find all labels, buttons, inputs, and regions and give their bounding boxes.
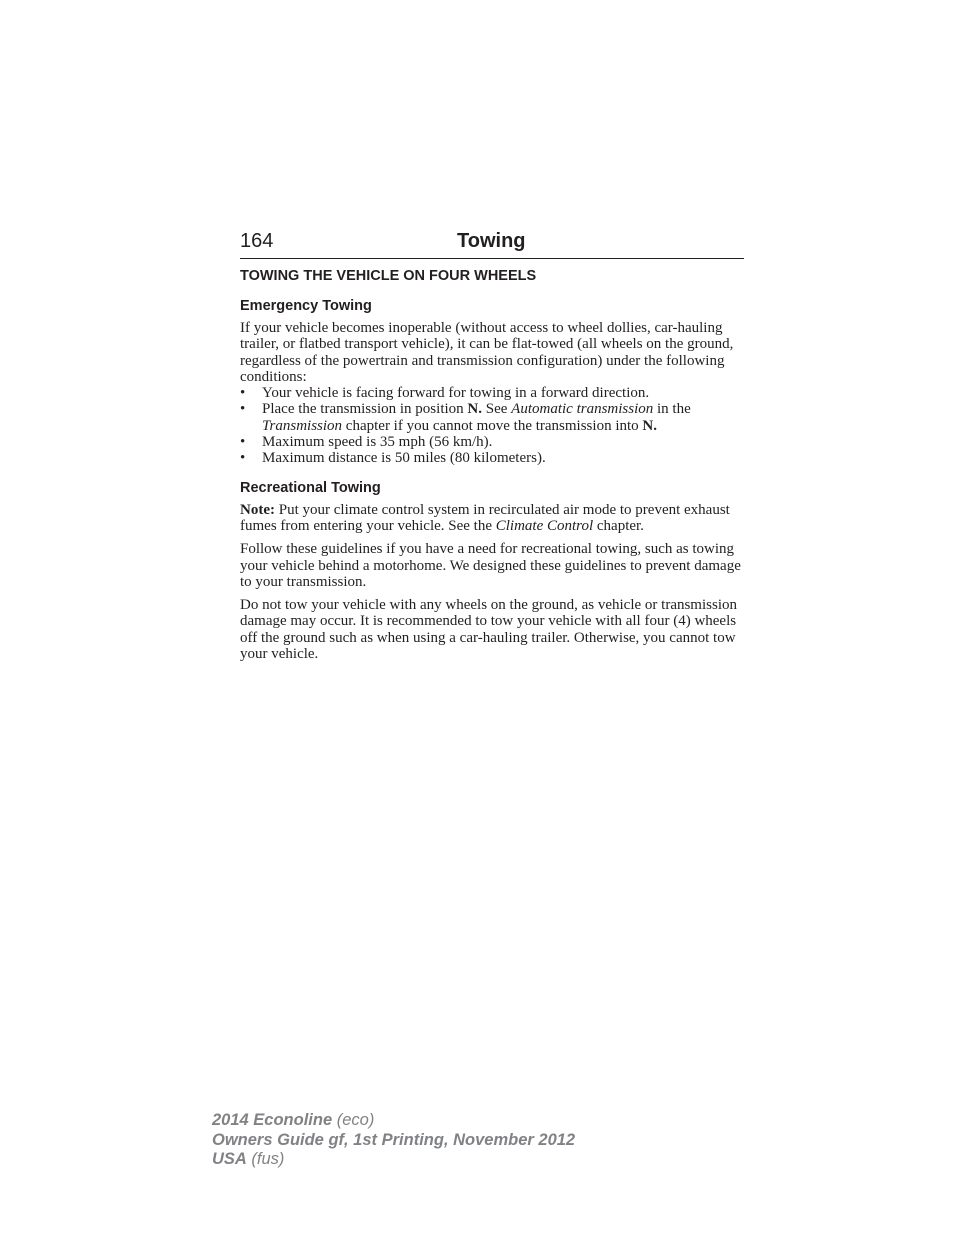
bullet-icon: • (240, 450, 246, 467)
list-item-text: chapter if you cannot move the transmission into (342, 417, 643, 434)
footer-printing: Owners Guide gf, 1st Printing, November 2012 (212, 1130, 576, 1149)
list-item-text: Place the transmission in position (262, 401, 468, 418)
section-heading: TOWING THE VEHICLE ON FOUR WHEELS (240, 268, 537, 284)
position-n-label: N. (642, 417, 657, 434)
footer-market: USA (212, 1150, 247, 1168)
footer-model: 2014 Econoline (212, 1111, 333, 1129)
bullet-icon: • (240, 385, 246, 402)
footer-model-code: (eco) (332, 1111, 375, 1129)
note-text-end: chapter. (593, 517, 644, 534)
bullet-icon: • (240, 434, 246, 451)
list-item-text: See (482, 401, 512, 418)
list-item-text: Your vehicle is facing forward for towing in a forward direction. (262, 385, 650, 402)
list-item-text: Maximum distance is 50 miles (80 kilometers). (262, 450, 546, 467)
list-item (240, 401, 744, 434)
emergency-towing-heading: Emergency Towing (240, 298, 372, 314)
list-item-text: Maximum speed is 35 mph (56 km/h). (262, 434, 493, 451)
transmission-chapter-reference: Transmission (262, 417, 343, 434)
list-item-text: in the (653, 401, 691, 418)
note-text: Put your climate control system in recirculated air mode to prevent exhaust fumes from entering your vehicle. See the (240, 501, 730, 534)
footer-line-market (212, 1150, 575, 1170)
footer-line-model (212, 1111, 575, 1131)
footer-line-printing (212, 1131, 575, 1151)
page-footer (212, 1111, 575, 1170)
chapter-title: Towing (457, 230, 526, 252)
list-item (240, 450, 744, 466)
position-n-label: N. (467, 401, 482, 418)
guidelines-paragraph: Follow these guidelines if you have a need for recreational towing, such as towing your vehicle behind a motorhome. We designed these guidelines to prevent damage to your transmission. (240, 541, 741, 590)
climate-control-reference: Climate Control (495, 517, 594, 534)
bullet-icon: • (240, 401, 246, 418)
note-label: Note: (240, 501, 275, 518)
conditions-list (240, 385, 744, 466)
page-number: 164 (240, 230, 274, 252)
footer-market-code: (fus) (246, 1150, 285, 1168)
warning-paragraph: Do not tow your vehicle with any wheels on the ground, as vehicle or transmission damage may occur. It is recommended to tow your vehicle with all four (4) wheels off the ground such as when using a car-hauling trailer. Otherwise, you cannot tow your vehicle. (240, 597, 737, 663)
note-paragraph (240, 502, 744, 535)
recreational-towing-heading: Recreational Towing (240, 479, 381, 496)
automatic-transmission-reference: Automatic transmission (511, 401, 654, 418)
list-item (240, 434, 744, 450)
emergency-intro-paragraph: If your vehicle becomes inoperable (without access to wheel dollies, car-hauling trailer, or flatbed transport vehicle), it can be flat-towed (all wheels on the ground, regardless of the powertrain and transmission configuration) under the following conditions: (240, 320, 734, 385)
list-item (240, 385, 744, 401)
page-content (240, 228, 744, 662)
page-header (240, 228, 744, 259)
